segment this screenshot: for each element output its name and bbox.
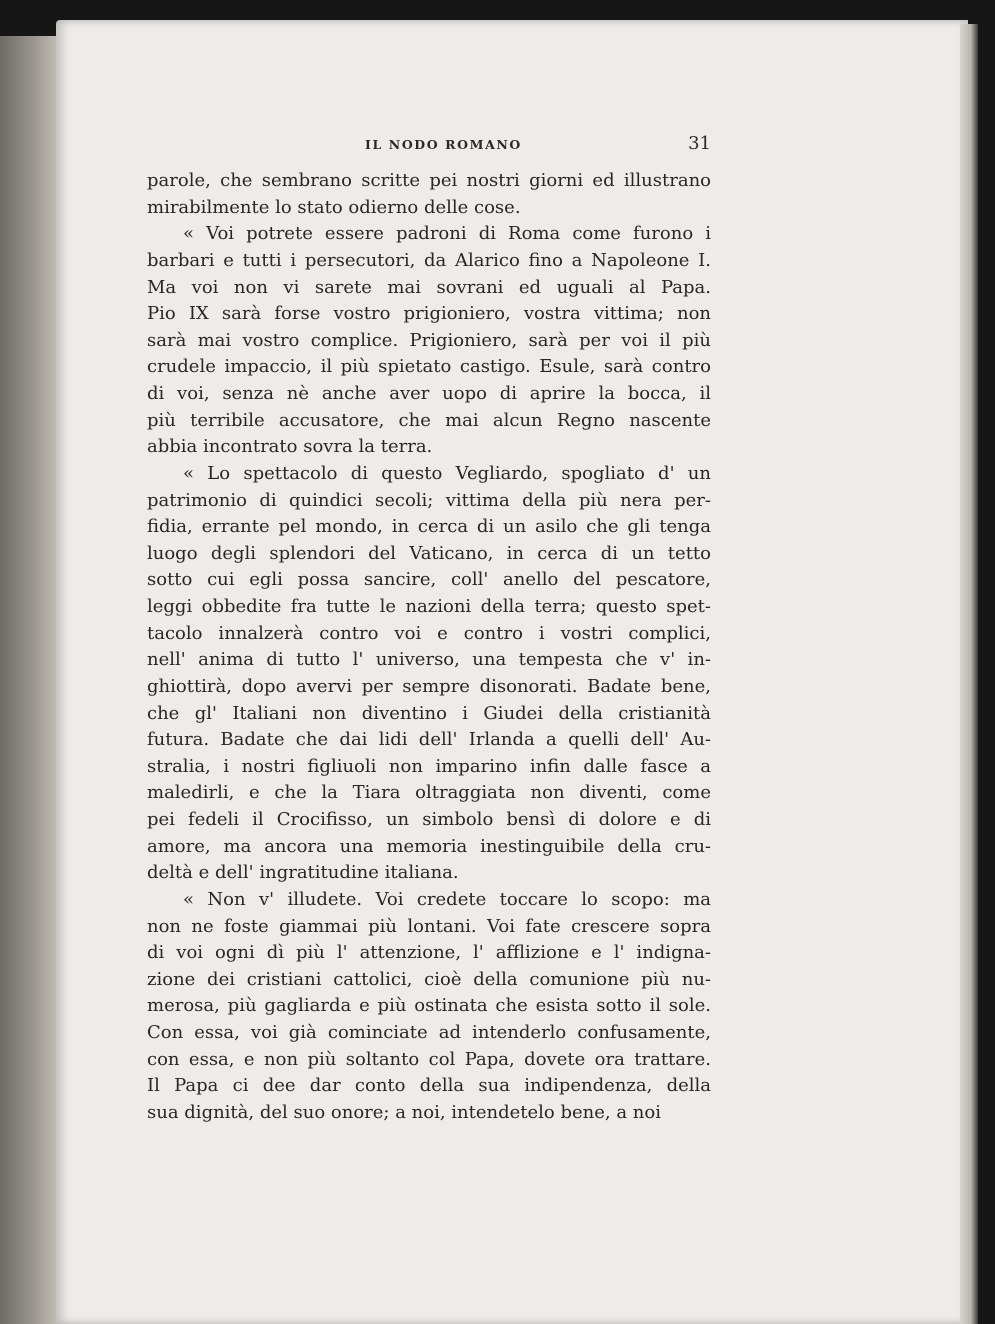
page-number: 31 xyxy=(688,133,711,154)
text-line: Ma voi non vi sarete mai sovrani ed uguali al Papa. xyxy=(147,276,711,298)
text-line: ghiottirà, dopo avervi per sempre disonorati. Badate bene, xyxy=(147,675,711,697)
text-line: amore, ma ancora una memoria inestinguibile della cru- xyxy=(147,835,711,857)
text-line: Pio IX sarà forse vostro prigioniero, vostra vittima; non xyxy=(147,303,711,325)
text-line: luogo degli splendori del Vaticano, in cerca di un tetto xyxy=(147,542,711,564)
body-text xyxy=(147,168,711,1127)
text-line: mirabilmente lo stato odierno delle cose. xyxy=(147,196,521,218)
text-line: sua dignità, del suo onore; a noi, intendetelo bene, a noi xyxy=(147,1101,661,1123)
text-line: deltà e dell' ingratitudine italiana. xyxy=(147,862,459,884)
text-line: leggi obbedite fra tutte le nazioni della terra; questo spet- xyxy=(147,596,711,617)
page-edge xyxy=(960,24,978,1324)
text-line: sotto cui egli possa sancire, coll' anello del pescatore, xyxy=(147,569,711,591)
text-line: crudele impaccio, il più spietato castigo. Esule, sarà contro xyxy=(147,356,711,378)
text-line: abbia incontrato sovra la terra. xyxy=(147,436,433,458)
text-line: stralia, i nostri figliuoli non imparino infin dalle fasce a xyxy=(147,755,711,777)
text-line: sarà mai vostro complice. Prigioniero, sarà per voi il più xyxy=(147,329,711,351)
text-line: non ne foste giammai più lontani. Voi fate crescere sopra xyxy=(147,915,711,937)
text-line: patrimonio di quindici secoli; vittima della più nera per- xyxy=(147,489,711,511)
text-line: parole, che sembrano scritte pei nostri giorni ed illustrano xyxy=(147,170,711,191)
text-line: Il Papa ci dee dar conto della sua indipendenza, della xyxy=(147,1075,711,1097)
text-line: più terribile accusatore, che mai alcun Regno nascente xyxy=(147,409,711,431)
text-line: nell' anima di tutto l' universo, una tempesta che v' in- xyxy=(147,649,711,671)
text-line: di voi ogni dì più l' attenzione, l' afflizione e l' indigna- xyxy=(147,942,711,964)
running-head xyxy=(147,133,711,157)
text-line: con essa, e non più soltanto col Papa, dovete ora trattare. xyxy=(147,1048,711,1070)
text-line: di voi, senza nè anche aver uopo di aprire la bocca, il xyxy=(147,383,711,404)
text-line: « Voi potrete essere padroni di Roma come furono i xyxy=(183,223,711,245)
text-line: « Non v' illudete. Voi credete toccare lo scopo: ma xyxy=(183,888,711,910)
text-line: fidia, errante pel mondo, in cerca di un asilo che gli tenga xyxy=(147,516,711,538)
text-line: Con essa, voi già cominciate ad intenderlo confusamente, xyxy=(147,1022,711,1043)
text-line: « Lo spettacolo di questo Vegliardo, spogliato d' un xyxy=(183,462,711,484)
text-line: che gl' Italiani non diventino i Giudei della cristianità xyxy=(147,702,711,724)
text-line: zione dei cristiani cattolici, cioè della comunione più nu- xyxy=(147,968,711,990)
running-title: IL NODO ROMANO xyxy=(365,137,522,152)
text-line: merosa, più gagliarda e più ostinata che esista sotto il sole. xyxy=(147,995,711,1017)
text-line: futura. Badate che dai lidi dell' Irlanda a quelli dell' Au- xyxy=(147,729,711,751)
binding-shadow xyxy=(0,36,62,1324)
text-line: pei fedeli il Crocifisso, un simbolo bensì di dolore e di xyxy=(147,809,711,830)
text-line: tacolo innalzerà contro voi e contro i vostri complici, xyxy=(147,622,711,644)
text-line: barbari e tutti i persecutori, da Alarico fino a Napoleone I. xyxy=(147,249,711,271)
text-line: maledirli, e che la Tiara oltraggiata non diventi, come xyxy=(147,782,711,804)
